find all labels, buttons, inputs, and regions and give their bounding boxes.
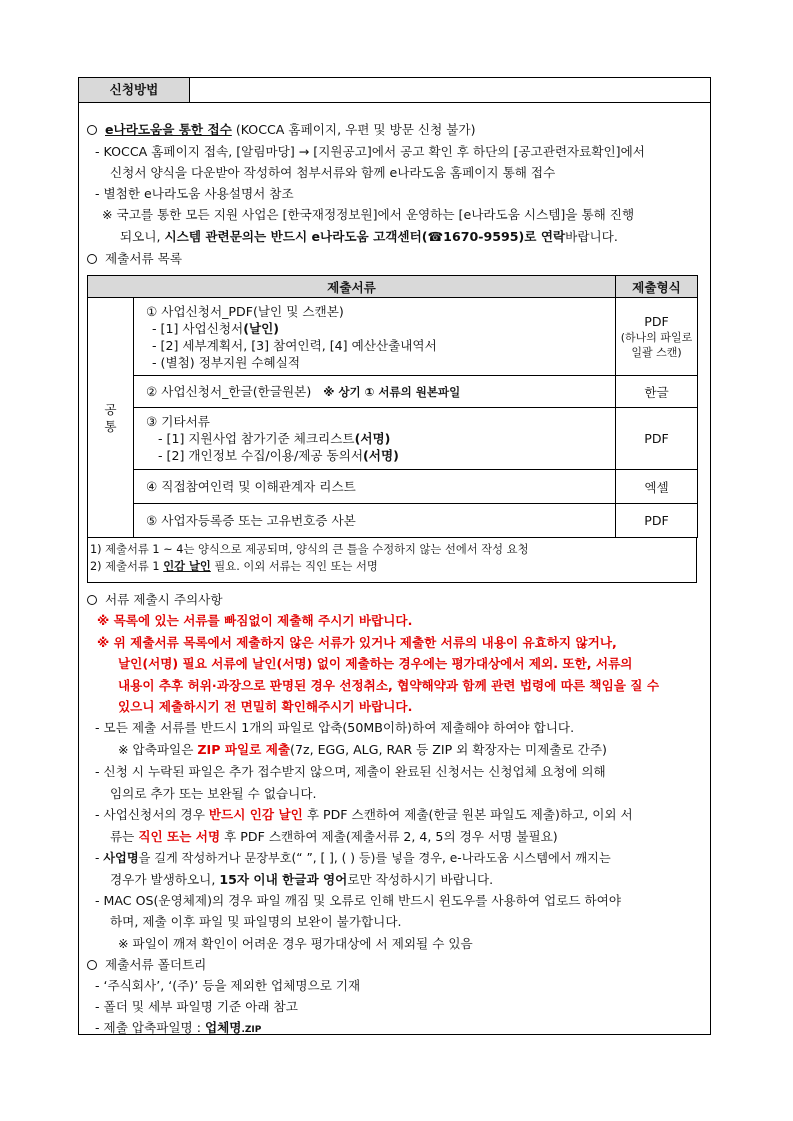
- format-cell: PDF: [616, 504, 698, 538]
- caution-warning: 있으니 제출하시기 전 면밀히 확인해주시기 바랍니다.: [118, 699, 413, 714]
- caution-line: ※ 압축파일은 ZIP 파일로 제출(7z, EGG, ALG, RAR 등 ZIP 외 확장자는 미제출로 간주): [118, 742, 607, 757]
- caution-line: - MAC OS(운영체제)의 경우 파일 깨짐 및 오류로 인해 반드시 윈도우를 사용하여 업로드 하여야: [95, 893, 622, 908]
- caution-warning: ※ 목록에 있는 서류를 빠짐없이 제출해 주시기 바랍니다.: [97, 613, 413, 628]
- caution-line: - 사업신청서의 경우 반드시 인감 날인 후 PDF 스캔하여 제출(한글 원본 파일도 제출)하고, 이외 서: [95, 807, 633, 822]
- caution-line: 류는 직인 또는 서명 후 PDF 스캔하여 제출(제출서류 2, 4, 5의 경우 서명 불필요): [110, 829, 558, 844]
- section-header: [79, 78, 710, 103]
- table-row: ③ 기타서류 - [1] 지원사업 참가기준 체크리스트(서명) - [2] 개인정보 수집/이용/제공 동의서(서명): [134, 408, 616, 470]
- method-line: - KOCCA 홈페이지 접속, [알림마당] → [지원공고]에서 공고 확인 후 하단의 [공고관련자료확인]에서: [95, 144, 645, 159]
- caution-line: 임의로 추가 또는 보완될 수 없습니다.: [110, 786, 317, 801]
- group-label: 공 통: [88, 298, 134, 538]
- section-title: 신청방법: [79, 78, 190, 102]
- caution-warning: 날인(서명) 필요 서류에 날인(서명) 없이 제출하는 경우에는 평가대상에서 제외. 또한, 서류의: [118, 656, 633, 671]
- method-note-cont: 되오니, 시스템 관련문의는 반드시 e나라도움 고객센터(☎1670-9595)로 연락바랍니다.: [120, 229, 618, 244]
- table-row: ② 사업신청서_한글(한글원본) ※ 상기 ① 서류의 원본파일: [134, 376, 616, 408]
- circle-bullet-icon: [87, 960, 97, 970]
- caution-line: - 사업명을 길게 작성하거나 문장부호(“ ”, [ ], ( ) 등)를 넣을 경우, e-나라도움 시스템에서 깨지는: [95, 851, 611, 865]
- helpdesk-contact: 시스템 관련문의는 반드시 e나라도움 고객센터(☎1670-9595)로 연락: [164, 229, 566, 244]
- caution-line: ※ 파일이 깨져 확인이 어려운 경우 평가대상에 서 제외될 수 있음: [118, 936, 473, 951]
- table-row: ⑤ 사업자등록증 또는 고유번호증 사본: [134, 504, 616, 538]
- caution-line: - 모든 제출 서류를 반드시 1개의 파일로 압축(50MB이하)하여 제출해야 하여야 합니다.: [95, 720, 575, 735]
- caution-warning: 내용이 추후 허위·과장으로 판명된 경우 선정취소, 협약해약과 함께 관련 법령에 따른 책임을 질 수: [118, 678, 660, 693]
- folder-line: - 제출 압축파일명 : 업체명.ZIP: [95, 1020, 262, 1035]
- caution-warning: ※ 위 제출서류 목록에서 제출하지 않은 서류가 있거나 제출한 서류의 내용이 유효하지 않거나,: [97, 635, 617, 650]
- docs-section-title: 제출서류 목록: [87, 250, 182, 268]
- circle-bullet-icon: [87, 595, 97, 605]
- circle-bullet-icon: [87, 254, 97, 264]
- format-cell: PDF: [616, 408, 698, 470]
- docs-table: [87, 275, 698, 538]
- folder-title: 제출서류 폴더트리: [87, 956, 206, 974]
- folder-line: - ‘주식회사’, ‘(주)’ 등을 제외한 업체명으로 기재: [95, 978, 361, 993]
- col-header-format: 제출형식: [616, 276, 698, 298]
- caution-line: 경우가 발생하오니, 15자 이내 한글과 영어로만 작성하시기 바랍니다.: [110, 872, 494, 887]
- method-line: - 별첨한 e나라도움 사용설명서 참조: [95, 186, 294, 201]
- table-row: ① 사업신청서_PDF(날인 및 스캔본) - [1] 사업신청서(날인) - [2] 세부계획서, [3] 참여인력, [4] 예산산출내역서 - (별첨) 정부지원 수혜실적: [134, 298, 616, 376]
- format-cell: 한글: [616, 376, 698, 408]
- table-row: ④ 직접참여인력 및 이해관계자 리스트: [134, 470, 616, 504]
- col-header-docs: 제출서류: [88, 276, 616, 298]
- folder-line: - 폴더 및 세부 파일명 기준 아래 참고: [95, 999, 298, 1014]
- method-line: 신청서 양식을 다운받아 작성하여 첨부서류와 함께 e나라도움 홈페이지 통해 접수: [110, 165, 556, 180]
- caution-line: - 신청 시 누락된 파일은 추가 접수받지 않으며, 제출이 완료된 신청서는 신청업체 요청에 의해: [95, 764, 606, 779]
- circle-bullet-icon: [87, 125, 97, 135]
- format-cell: PDF (하나의 파일로 일괄 스캔): [616, 298, 698, 376]
- format-cell: 엑셀: [616, 470, 698, 504]
- method-note: ※ 국고를 통한 모든 지원 사업은 [한국재정정보원]에서 운영하는 [e나라도움 시스템]을 통해 진행: [102, 207, 635, 222]
- caution-line: 하며, 제출 이후 파일 및 파일명의 보완이 불가합니다.: [110, 914, 402, 929]
- caution-title: 서류 제출시 주의사항: [87, 591, 223, 609]
- table-notes: 1) 제출서류 1 ~ 4는 양식으로 제공되며, 양식의 큰 틀을 수정하지 않는 선에서 작성 요청 2) 제출서류 1 인감 날인 필요. 이외 서류는 직인 또는 서명: [87, 537, 697, 583]
- method-bullet: e나라도움을 통한 접수 (KOCCA 홈페이지, 우편 및 방문 신청 불가): [87, 121, 476, 139]
